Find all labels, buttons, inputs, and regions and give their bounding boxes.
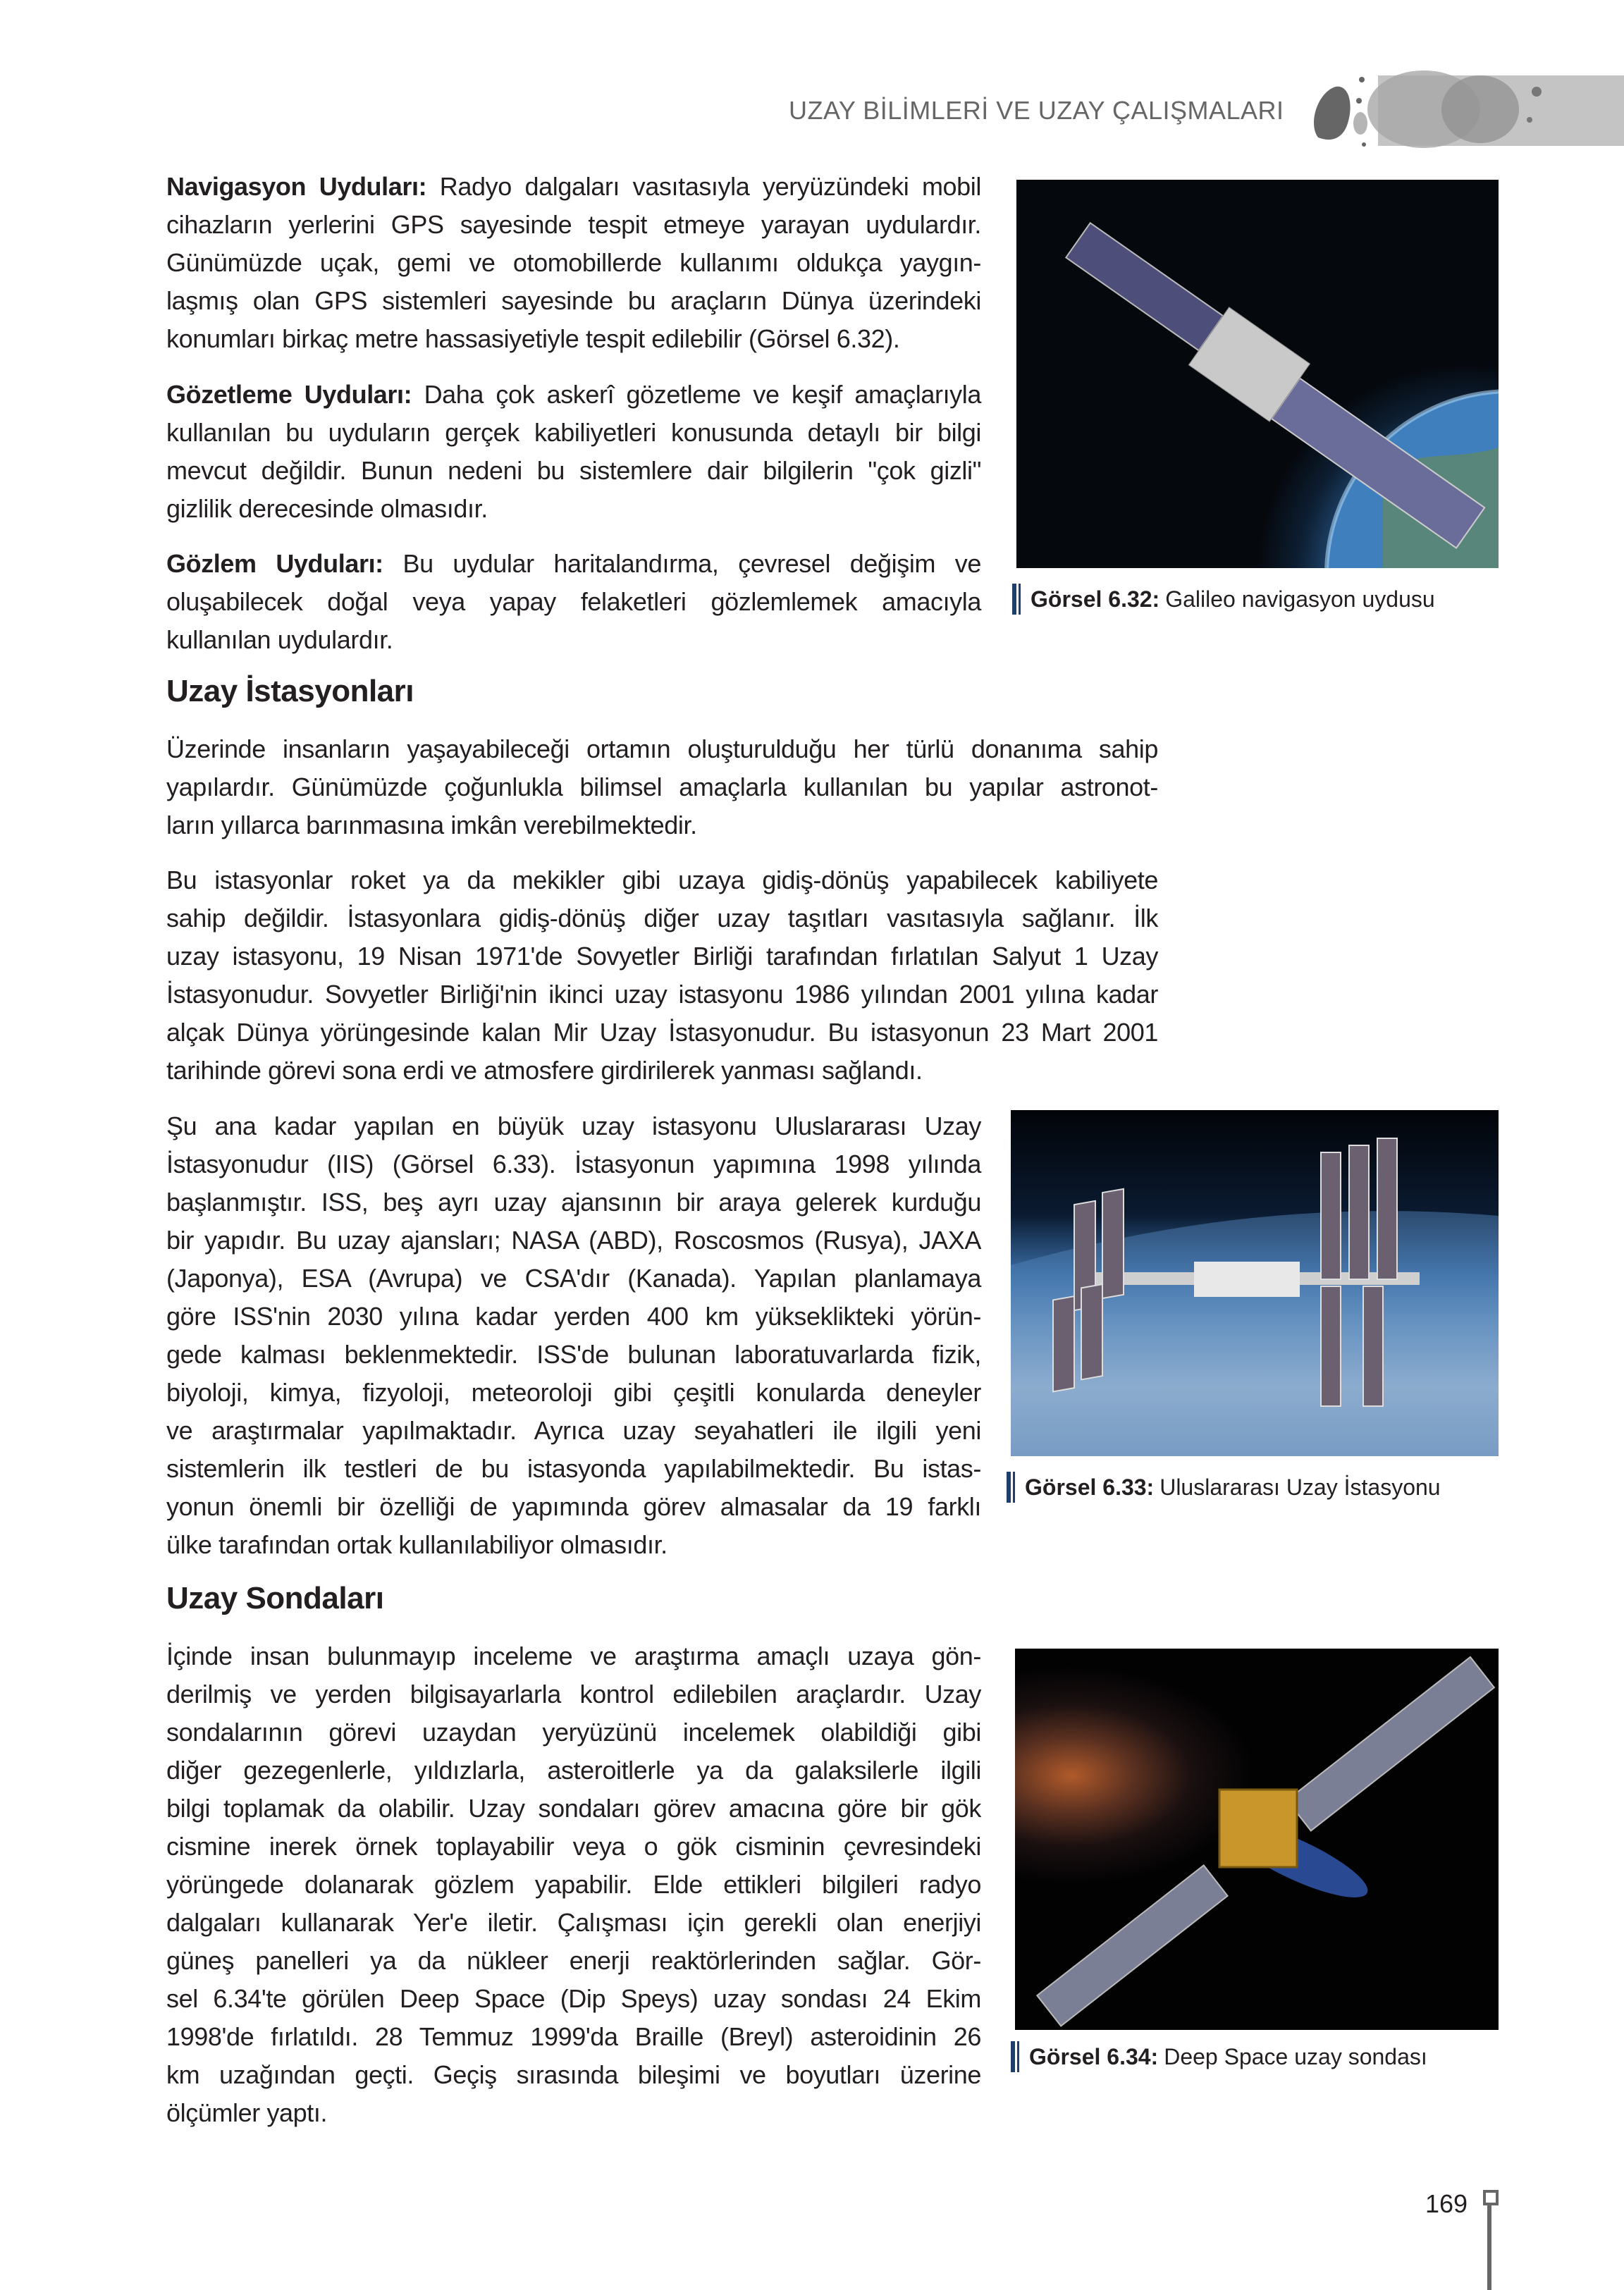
page-marker-line	[1487, 2203, 1491, 2290]
galileo-satellite-image	[1016, 180, 1499, 568]
space-stations-heading: Uzay İstasyonları	[166, 674, 414, 708]
space-probes-heading: Uzay Sondaları	[166, 1581, 384, 1615]
page-number: 169	[1425, 2189, 1468, 2218]
header-decoration	[1304, 67, 1624, 152]
space-stations-paragraph-3: Şu ana kadar yapılan en büyük uzay istasyonu Uluslararası Uzay İstasyonudur (IIS) (Görsel 6.33). İstasyonun yapımına 1998 yılında başlanmıştır. ISS, beş ayrı uzay ajansının bir araya gelerek kurduğu bir yapıdır. Bu uzay ajansları; NASA (ABD), Roscosmos (Rusya), JAXA (Japonya), ESA (Avrupa) ve CSA'dır (Kanada). Yapılan planlamaya göre ISS'nin 2030 yılına kadar yerden 400 km yükseklikteki yörün- gede kalması beklenmektedir. ISS'de bulunan laboratuvarlarda fizik, biyoloji, kimya, fizyoloji, meteoroloji gibi çeşitli konularda deneyler ve araştırmalar yapılmaktadır. Ayrıca uzay seyahatleri ile ilgili yeni sistemlerin ilk testleri de bu istasyonda yapılabilmektedir. Bu istas- yonun önemli bir özelliği de yapımında görev almasalar da 19 farklı ülke tarafından ortak kullanılabiliyor olmasıdır.	[166, 1112, 981, 1559]
space-stations-paragraph-2: Bu istasyonlar roket ya da mekikler gibi uzaya gidiş-dönüş yapabilecek kabiliyete sahip değildir. İstasyonlara gidiş-dönüş diğer uzay taşıtları vasıtasıyla sağlanır. İlk uzay istasyonu, 19 Nisan 1971'de Sovyetler Birliği tarafından fırlatılan Salyut 1 Uzay İstasyonudur. Sovyetler Birliği'nin ikinci uzay istasyonu 1986 yılından 2001 yılına kadar alçak Dünya yörüngesinde kalan Mir Uzay İstasyonudur. Bu istasyonun 23 Mart 2001 tarihinde görevi sona erdi ve atmosfere girdirilerek yanması sağlandı.	[166, 866, 1158, 1085]
observation-satellites-paragraph: Gözlem Uyduları: Bu uydular haritalandırma, çevresel değişim ve oluşabilecek doğal veya yapay felaketleri gözlemlemek amacıyla kullanılan uydulardır.	[166, 549, 981, 654]
navigation-satellites-term: Navigasyon Uyduları:	[166, 172, 427, 201]
caption-bar	[1012, 584, 1021, 615]
surveillance-satellites-term: Gözetleme Uyduları:	[166, 380, 412, 409]
space-stations-paragraph-1: Üzerinde insanların yaşayabileceği ortamın oluşturulduğu her türlü donanıma sahip yapılardır. Günümüzde çoğunlukla bilimsel amaçlarla kullanılan bu yapılar astronot- ların yıllarca barınmasına imkân verebilmektedir.	[166, 734, 1158, 839]
navigation-satellites-paragraph: Navigasyon Uyduları: Radyo dalgaları vasıtasıyla yeryüzündeki mobil cihazların yerlerini GPS sayesinde tespit etmeye yarayan uydulardır. Günümüzde uçak, gemi ve otomobillerde kullanımı oldukça yaygın- laşmış olan GPS sistemleri sayesinde bu araçların Dünya üzerindeki konumları birkaç metre hassasiyetiyle tespit edilebilir (Görsel 6.32).	[166, 172, 981, 353]
observation-satellites-term: Gözlem Uyduları:	[166, 549, 383, 578]
iss-image	[1011, 1110, 1499, 1456]
figure-6-33-caption: Görsel 6.33: Uluslararası Uzay İstasyonu	[1007, 1472, 1441, 1503]
space-probes-paragraph: İçinde insan bulunmayıp inceleme ve araştırma amaçlı uzaya gön- derilmiş ve yerden bilgisayarlarla kontrol edilebilen araçlardır. Uzay sondalarının görevi uzaydan yeryüzünü incelemek olabildiği gibi diğer gezegenlerle, yıldızlarla, asteroitlerle ya da galaksilerle ilgili bilgi toplamak da olabilir. Uzay sondaları görev amacına göre bir gök cismine inerek örnek toplayabilir veya o gök cisminin çevresindeki yörüngede dolanarak gözlem yapabilir. Elde ettikleri bilgileri radyo dalgaları kullanarak Yer'e iletir. Çalışması için gerekli olan enerjiyi güneş panelleri ya da nükleer enerji reaktörlerinden sağlar. Gör- sel 6.34'te görülen Deep Space (Dip Speys) uzay sondası 24 Ekim 1998'de fırlatıldı. 28 Temmuz 1999'da Braille (Breyl) asteroidinin 26 km uzağından geçti. Geçiş sırasında bileşimi ve boyutları üzerine ölçümler yaptı.	[166, 1642, 981, 2127]
caption-bar	[1011, 2041, 1019, 2072]
figure-6-34-caption: Görsel 6.34: Deep Space uzay sondası	[1011, 2041, 1427, 2072]
caption-bar	[1007, 1472, 1015, 1503]
deep-space-probe-image	[1015, 1649, 1499, 2030]
figure-6-32-caption: Görsel 6.32: Galileo navigasyon uydusu	[1012, 584, 1435, 615]
surveillance-satellites-paragraph: Gözetleme Uyduları: Daha çok askerî gözetleme ve keşif amaçlarıyla kullanılan bu uyduların gerçek kabiliyetleri konusunda detaylı bir bilgi mevcut değildir. Bunun nedeni bu sistemlere dair bilgilerin "çok gizli" gizlilik derecesinde olmasıdır.	[166, 380, 982, 523]
chapter-header-title: UZAY BİLİMLERİ VE UZAY ÇALIŞMALARI	[789, 96, 1284, 125]
